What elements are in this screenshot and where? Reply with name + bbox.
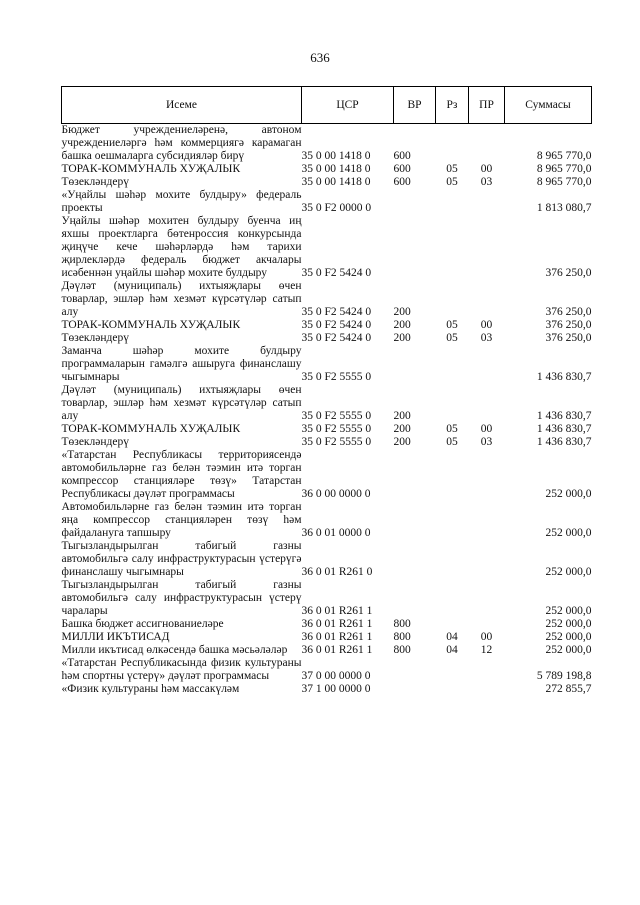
cell-csr: 35 0 00 1418 0 xyxy=(301,150,371,162)
cell-sum: 252 000,0 xyxy=(545,618,592,630)
cell-vr xyxy=(394,579,436,618)
cell-vr: 200 xyxy=(393,410,411,422)
cell-vr: 200 xyxy=(393,423,411,435)
cell-name: «Татарстан Республикасында физик культураны һәм спортны үстерү» дәүләт программасы xyxy=(61,657,302,682)
cell-vr: 200 xyxy=(393,436,411,448)
header-rz: Рз xyxy=(436,87,469,124)
cell-rz: 05 xyxy=(446,332,458,344)
cell-sum: 5 789 198,8 xyxy=(536,670,592,682)
cell-name: Заманча шәһәр мохите булдыру программаларын гамәлгә ашыруга финанслашу чыгымнары xyxy=(61,345,302,383)
cell-vr: 800 xyxy=(393,631,411,643)
cell-pr xyxy=(469,540,505,579)
cell-name: Милли икътисад өлкәсендә башка мәсьәләләр xyxy=(61,644,288,656)
cell-sum: 252 000,0 xyxy=(545,644,592,656)
cell-rz xyxy=(436,683,469,696)
table-row xyxy=(62,423,592,436)
cell-rz xyxy=(436,189,469,215)
cell-rz xyxy=(436,501,469,540)
cell-rz xyxy=(436,280,469,319)
cell-vr: 200 xyxy=(393,319,411,331)
cell-csr: 36 0 00 0000 0 xyxy=(301,488,371,500)
cell-name: Тыгызландырылган табигый газны автомобильгә салу инфраструктурасын үстерүгә финанслашу чыгымнары xyxy=(61,540,302,578)
cell-csr: 35 0 F2 0000 0 xyxy=(301,202,372,214)
cell-vr xyxy=(394,540,436,579)
cell-rz: 04 xyxy=(446,631,458,643)
cell-sum: 376 250,0 xyxy=(545,306,592,318)
cell-vr: 800 xyxy=(393,618,411,630)
cell-sum: 1 813 080,7 xyxy=(536,202,592,214)
table-row xyxy=(62,436,592,449)
cell-pr xyxy=(469,345,505,384)
table-row xyxy=(62,345,592,384)
cell-rz xyxy=(436,540,469,579)
cell-csr: 35 0 F2 5555 0 xyxy=(301,371,372,383)
cell-sum: 252 000,0 xyxy=(545,566,592,578)
cell-csr: 35 0 F2 5555 0 xyxy=(301,423,372,435)
table-row xyxy=(62,163,592,176)
cell-vr xyxy=(394,683,436,696)
table-row xyxy=(62,579,592,618)
header-vr: ВР xyxy=(394,87,436,124)
cell-sum: 8 965 770,0 xyxy=(536,150,592,162)
cell-name: «Уңайлы шәһәр мохите булдыру» федераль проекты xyxy=(61,189,302,214)
page-number: 636 xyxy=(310,50,330,65)
table-row xyxy=(62,657,592,683)
cell-sum: 1 436 830,7 xyxy=(536,371,592,383)
cell-csr: 35 0 F2 5424 0 xyxy=(301,306,372,318)
cell-rz: 04 xyxy=(446,644,458,656)
cell-rz: 05 xyxy=(446,423,458,435)
cell-sum: 8 965 770,0 xyxy=(536,176,592,188)
table-row xyxy=(62,384,592,423)
cell-sum: 376 250,0 xyxy=(545,319,592,331)
cell-pr xyxy=(469,280,505,319)
cell-pr xyxy=(469,657,505,683)
cell-rz: 05 xyxy=(446,436,458,448)
cell-name: Дәүләт (муниципаль) ихтыяҗлары өчен товарлар, эшләр һәм хезмәт күрсәтүләр сатып алу xyxy=(61,384,302,422)
table-row xyxy=(62,319,592,332)
cell-name: МИЛЛИ ИКЪТИСАД xyxy=(61,631,170,643)
cell-pr: 12 xyxy=(480,644,493,656)
cell-rz xyxy=(436,215,469,280)
cell-csr: 35 0 F2 5424 0 xyxy=(301,319,372,331)
table-row xyxy=(62,631,592,644)
cell-pr xyxy=(469,215,505,280)
cell-pr xyxy=(469,449,505,501)
cell-csr: 37 0 00 0000 0 xyxy=(301,670,371,682)
table-row xyxy=(62,449,592,501)
cell-rz xyxy=(436,384,469,423)
cell-pr: 00 xyxy=(480,319,493,331)
header-row xyxy=(62,87,592,124)
cell-name: ТОРАК-КОММУНАЛЬ ХУҖАЛЫК xyxy=(61,163,241,175)
cell-sum: 252 000,0 xyxy=(545,488,592,500)
table-row xyxy=(62,644,592,657)
table-row xyxy=(62,540,592,579)
header-sum: Суммасы xyxy=(505,87,592,124)
cell-sum: 376 250,0 xyxy=(545,332,592,344)
header-pr: ПР xyxy=(469,87,505,124)
table-row xyxy=(62,280,592,319)
cell-pr xyxy=(469,501,505,540)
cell-pr: 00 xyxy=(480,631,493,643)
cell-name: «Татарстан Республикасы территориясендә автомобильләрне газ белән тәэмин итә торган компрессор станцияләре төзү» Татарстан Республикасы дәүләт программасы xyxy=(61,449,302,500)
cell-rz xyxy=(436,657,469,683)
table-row xyxy=(62,176,592,189)
cell-sum: 1 436 830,7 xyxy=(536,410,592,422)
cell-name: Төзекләндерү xyxy=(61,332,129,344)
header-name: Исеме xyxy=(62,87,302,124)
cell-vr xyxy=(394,215,436,280)
cell-name: «Физик культураны һәм массакүләм xyxy=(61,683,240,695)
cell-sum: 1 436 830,7 xyxy=(536,436,592,448)
cell-csr: 36 0 01 R261 1 xyxy=(301,644,373,656)
table-row xyxy=(62,124,592,164)
cell-name: ТОРАК-КОММУНАЛЬ ХУҖАЛЫК xyxy=(61,423,241,435)
cell-pr xyxy=(469,124,505,164)
table-row xyxy=(62,501,592,540)
cell-csr: 37 1 00 0000 0 xyxy=(301,683,371,695)
cell-vr xyxy=(394,345,436,384)
cell-pr xyxy=(469,618,505,631)
cell-pr xyxy=(469,683,505,696)
cell-name: Төзекләндерү xyxy=(61,176,129,188)
cell-csr: 36 0 01 R261 0 xyxy=(301,566,373,578)
cell-rz: 05 xyxy=(446,176,458,188)
cell-sum: 252 000,0 xyxy=(545,527,592,539)
cell-pr: 03 xyxy=(480,176,493,188)
cell-csr: 35 0 F2 5424 0 xyxy=(301,332,372,344)
cell-vr: 600 xyxy=(393,163,411,175)
table-row xyxy=(62,215,592,280)
cell-csr: 36 0 01 R261 1 xyxy=(301,618,373,630)
cell-csr: 36 0 01 R261 1 xyxy=(301,631,373,643)
cell-vr xyxy=(394,189,436,215)
cell-name: Төзекләндерү xyxy=(61,436,129,448)
cell-name: Тыгызландырылган табигый газны автомобильгә салу инфраструктурасын үстерү чаралары xyxy=(61,579,302,617)
cell-name: ТОРАК-КОММУНАЛЬ ХУҖАЛЫК xyxy=(61,319,241,331)
cell-sum: 8 965 770,0 xyxy=(536,163,592,175)
cell-csr: 35 0 00 1418 0 xyxy=(301,163,371,175)
cell-pr: 00 xyxy=(480,423,493,435)
table-row xyxy=(62,332,592,345)
cell-vr: 800 xyxy=(393,644,411,656)
header-csr: ЦСР xyxy=(302,87,394,124)
cell-pr: 03 xyxy=(480,436,493,448)
cell-name: Автомобильләрне газ белән тәэмин итә торган яңа компрессор станцияләрен төзү һәм файдалануга тапшыру xyxy=(61,501,302,539)
cell-vr: 600 xyxy=(393,150,411,162)
cell-vr: 200 xyxy=(393,332,411,344)
cell-csr: 36 0 01 0000 0 xyxy=(301,527,371,539)
cell-name: Башка бюджет ассигнованиеләре xyxy=(61,618,224,630)
cell-sum: 376 250,0 xyxy=(545,267,592,279)
cell-name: Уңайлы шәһәр мохитен булдыру буенча иң яхшы проектларга бөтенроссия конкурсында җиңүче кече шәһәрләрдә һәм тарихи җирлекләрдә федераль бюджет акчалары исәбеннән уңайлы шәһәр мохите булдыру xyxy=(61,215,302,279)
cell-rz xyxy=(436,449,469,501)
table-row xyxy=(62,189,592,215)
cell-csr: 36 0 01 R261 1 xyxy=(301,605,373,617)
cell-pr: 00 xyxy=(480,163,493,175)
cell-rz xyxy=(436,124,469,164)
cell-rz xyxy=(436,579,469,618)
cell-sum: 1 436 830,7 xyxy=(536,423,592,435)
cell-vr xyxy=(394,501,436,540)
table-row xyxy=(62,683,592,696)
cell-pr: 03 xyxy=(480,332,493,344)
cell-pr xyxy=(469,189,505,215)
cell-pr xyxy=(469,579,505,618)
cell-name: Дәүләт (муниципаль) ихтыяҗлары өчен товарлар, эшләр һәм хезмәт күрсәтүләр сатып алу xyxy=(61,280,302,318)
cell-rz xyxy=(436,345,469,384)
cell-csr: 35 0 F2 5555 0 xyxy=(301,410,372,422)
cell-vr xyxy=(394,657,436,683)
cell-pr xyxy=(469,384,505,423)
cell-sum: 272 855,7 xyxy=(545,683,592,695)
cell-name: Бюджет учреждениеләренә, автоном учреждениеләргә һәм коммерциягә карамаган башка оешмаларга субсидияләр бирү xyxy=(61,124,302,162)
cell-sum: 252 000,0 xyxy=(545,605,592,617)
cell-rz: 05 xyxy=(446,163,458,175)
cell-vr xyxy=(394,449,436,501)
cell-csr: 35 0 F2 5424 0 xyxy=(301,267,372,279)
budget-table xyxy=(61,86,592,696)
cell-rz: 05 xyxy=(446,319,458,331)
cell-rz xyxy=(436,618,469,631)
cell-sum: 252 000,0 xyxy=(545,631,592,643)
cell-vr: 600 xyxy=(393,176,411,188)
cell-csr: 35 0 00 1418 0 xyxy=(301,176,371,188)
cell-vr: 200 xyxy=(393,306,411,318)
table-row xyxy=(62,618,592,631)
cell-csr: 35 0 F2 5555 0 xyxy=(301,436,372,448)
